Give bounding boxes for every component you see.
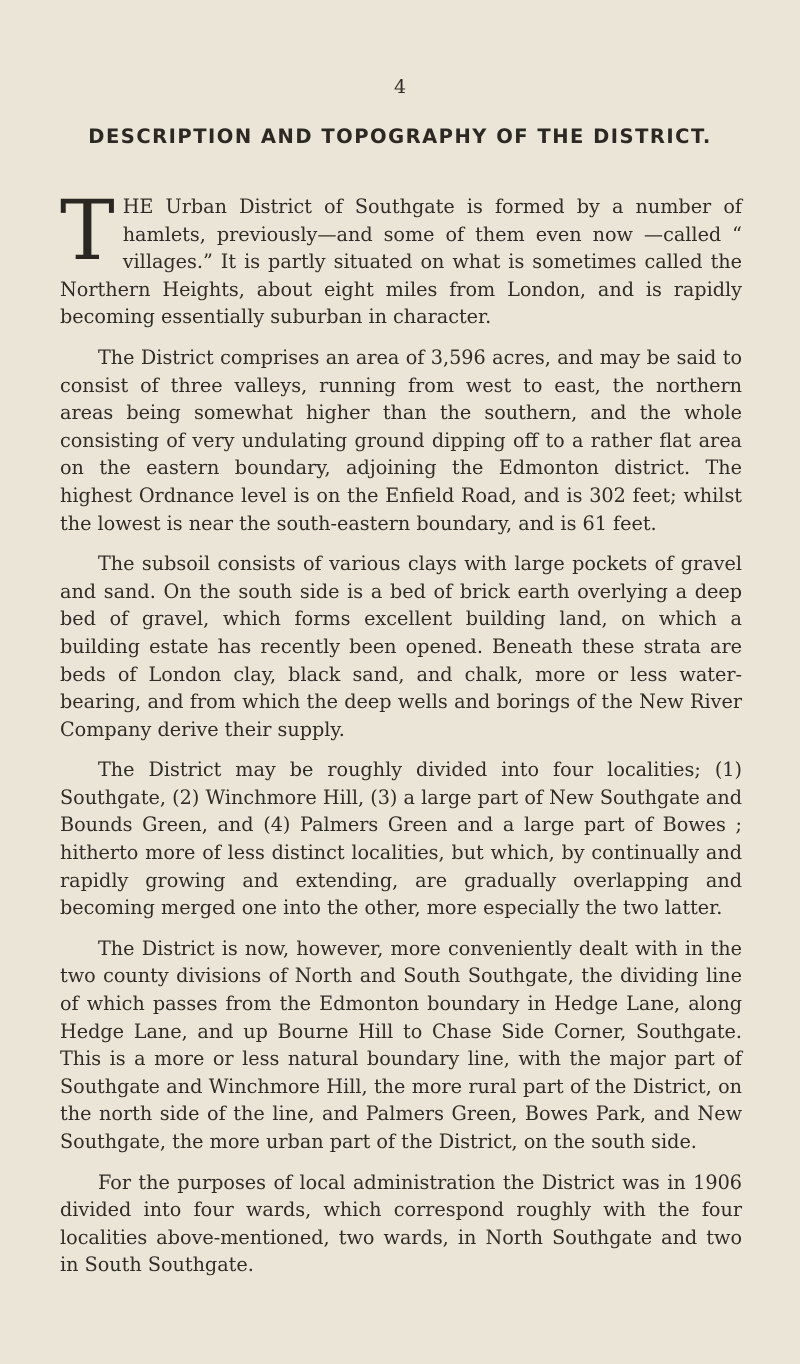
paragraph-text: HE Urban District of Southgate is formed by a number of hamlets, previously—and some of them even now —called “ villages.” It is partly situated on what is sometimes called the Northern Heights, about eight miles from London, and is rapidly becoming essentially suburban in character. (60, 195, 742, 329)
paragraph-localities (60, 756, 742, 922)
paragraph-intro (60, 184, 742, 331)
paragraph-divisions (60, 935, 742, 1156)
section-heading: DESCRIPTION AND TOPOGRAPHY OF THE DISTRICT. (88, 125, 712, 148)
paragraph-area (60, 344, 742, 537)
paragraph-text: The subsoil consists of various clays with large pockets of gravel and sand. On the south side is a bed of brick earth overlying a deep bed of gravel, which forms excellent building land, on which a building estate has recently been opened. Beneath these strata are beds of London clay, black sand, and chalk, more or less water-bearing, and from which the deep wells and borings of the New River Company derive their supply. (60, 552, 742, 741)
paragraph-text: The District comprises an area of 3,596 acres, and may be said to consist of three valleys, running from west to east, the northern areas being somewhat higher than the southern, and the whole consisting of very undulating ground dipping off to a rather flat area on the eastern boundary, adjoining the Edmonton district. The highest Ordnance level is on the Enfield Road, and is 302 feet; whilst the lowest is near the south-eastern boundary, and is 61 feet. (60, 345, 742, 535)
page-number: 4 (393, 76, 407, 98)
paragraph-text: For the purposes of local administration the District was in 1906 divided into four wards, which correspond roughly with the four localities above-mentioned, two wards, in North Southgate and two in South Southgate. (60, 1170, 742, 1277)
drop-cap-letter: T (60, 184, 115, 279)
paragraph-text: The District is now, however, more conveniently dealt with in the two county divisions of North and South Southgate, the dividing line of which passes from the Edmonton boundary in Hedge Lane, along Hedge Lane, and up Bourne Hill to Chase Side Corner, Southgate. This is a more or less natural boundary line, with the major part of Southgate and Winchmore Hill, the more rural part of the District, on the north side of the line, and Palmers Green, Bowes Park, and New Southgate, the more urban part of the District, on the south side. (60, 936, 742, 1153)
paragraph-text: The District may be roughly divided into four localities; (1) Southgate, (2) Winchmore Hill, (3) a large part of New Southgate and Bounds Green, and (4) Palmers Green and a large part of Bowes ; hitherto more of less distinct localities, but which, by continually and rapidly growing and extending, are gradually overlapping and becoming merged one into the other, more especially the two latter. (60, 758, 742, 920)
paragraph-wards (60, 1169, 742, 1279)
paragraph-subsoil (60, 550, 742, 743)
body-text (60, 184, 742, 1292)
